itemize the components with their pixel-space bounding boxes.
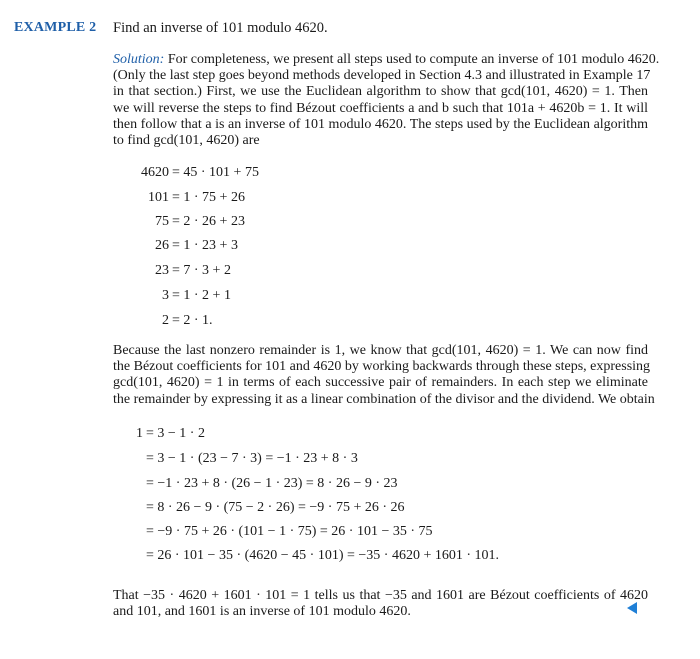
conclusion-line-2: and 101, and 1601 is an inverse of 101 modulo 4620. [113, 604, 411, 620]
solution-line-6: to find gcd(101, 4620) are [113, 133, 260, 149]
middle-line-1: Because the last nonzero remainder is 1, we know that gcd(101, 4620) = 1. We can now find [113, 343, 648, 358]
conclusion-paragraph [113, 588, 648, 620]
solution-line-3: in that section.) First, we use the Euclidean algorithm to show that gcd(101, 4620) = 1. Then [113, 84, 648, 100]
solution-line-1: Solution: For completeness, we present all steps used to compute an inverse of 101 modulo 4620. [113, 52, 660, 67]
triangle-left-icon [627, 602, 637, 614]
conclusion-line-1: That −35 · 4620 + 1601 · 101 = 1 tells us that −35 and 1601 are Bézout coefficients of 4620 [113, 588, 648, 603]
solution-line-4: we will reverse the steps to find Bézout coefficients a and b such that 101a + 4620b = 1. It will [113, 100, 648, 116]
solution-label: Solution: [113, 52, 165, 67]
solution-line-2: (Only the last step goes beyond methods developed in Section 4.3 and illustrated in Example 17 [113, 68, 651, 84]
solution-line-5: then follow that a is an inverse of 101 modulo 4620. The steps used by the Euclidean algorithm [113, 116, 648, 132]
middle-paragraph [113, 343, 655, 408]
middle-line-2: the Bézout coefficients for 101 and 4620 by working backwards through these steps, expressing [113, 359, 651, 375]
example-title: Find an inverse of 101 modulo 4620. [113, 20, 328, 36]
solution-paragraph [113, 52, 660, 149]
example-label: EXAMPLE 2 [14, 20, 97, 35]
middle-line-3: gcd(101, 4620) = 1 in terms of each successive pair of remainders. In each step we eliminate [113, 375, 648, 391]
middle-line-4: the remainder by expressing it as a linear combination of the divisor and the dividend. We obtain [113, 391, 655, 407]
